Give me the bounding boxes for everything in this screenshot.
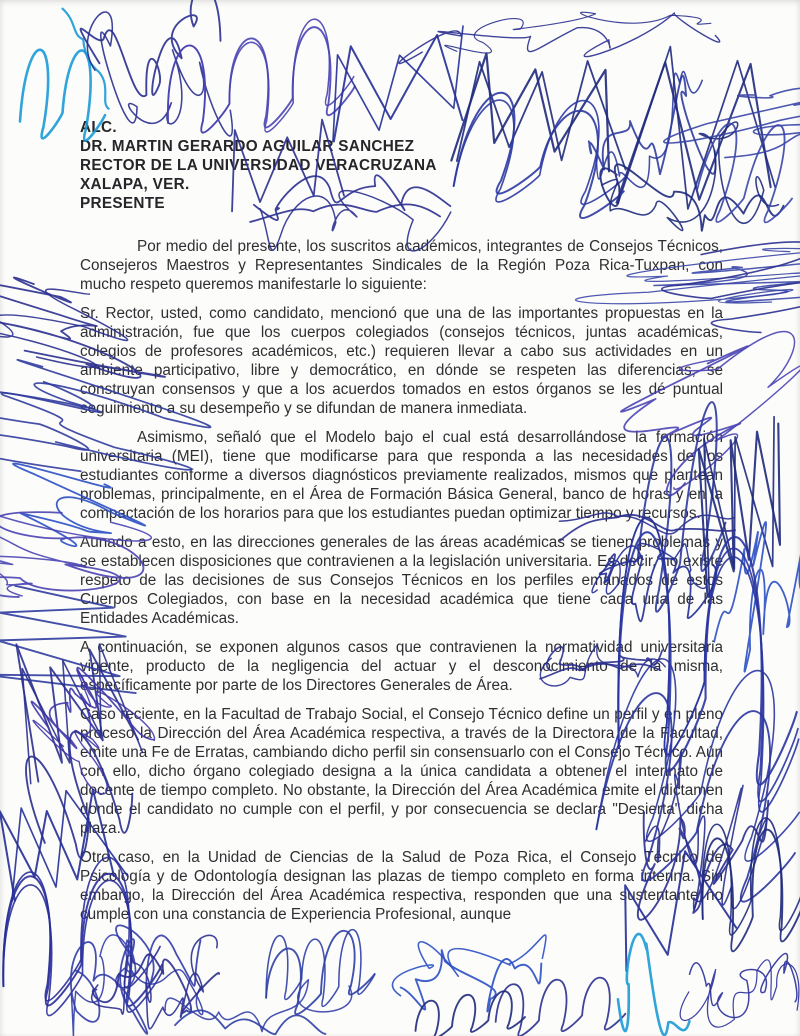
letter-paragraph: A continuación, se exponen algunos casos que contravienen la normatividad universitaria vigente, producto de la negligencia del actuar y el desconocimiento de la misma, específicamente por parte de los Directores Generales de Área. [80, 639, 723, 694]
signature-stroke [175, 1006, 326, 1036]
signature [175, 1006, 326, 1036]
letterhead-presente: PRESENTE [80, 195, 165, 212]
letter-paragraph: Sr. Rector, usted, como candidato, mencionó que una de las importantes propuestas en la administración, fue que los cuerpos colegiados (consejos técnicos, juntas académicas, colegios de profesores académicos, etc.) requieren llevar a cabo sus actividades en un ambiente participativo, libre y democrático, en dónde se respeten las diferencias, se construyan consensos y que a los acuerdos tomados en estos órganos se les dé puntual seguimiento a su desempeño y se difundan de manera inmediata. [80, 305, 723, 417]
signature-stroke [397, 10, 720, 70]
letterhead [80, 118, 723, 213]
signature-stroke [77, 0, 228, 104]
signature-stroke [262, 928, 377, 1010]
signature-stroke [57, 921, 207, 1036]
signature [396, 3, 720, 70]
letterhead-recipient-title: RECTOR DE LA UNIVERSIDAD VERACRUZANA [80, 157, 437, 174]
letter-body [80, 237, 723, 924]
signature [679, 946, 800, 1032]
signature [494, 976, 627, 1036]
letter-paragraph: Asimismo, señaló que el Modelo bajo el cual está desarrollándose la formación universitaria (MEI), tiene que modificarse para que responda a las necesidades de los estudiantes conforme a diversos diagnósticos previamente realizados, mismos que plantean problemas, principalmente, en el Área de Formación Básica General, banco de horas y en la compactación de los horarios para que los estudiantes puedan optimizar tiempo y recursos. [80, 429, 723, 522]
letterhead-recipient-city: XALAPA, VER. [80, 176, 190, 193]
signature-stroke [87, 935, 224, 1034]
signature-stroke [56, 7, 117, 109]
signature-stroke [443, 3, 712, 56]
signature [388, 929, 553, 1021]
signature [262, 928, 377, 1016]
signature-stroke [679, 954, 800, 1033]
signature-stroke [90, 948, 222, 1020]
letter-paragraph: Aunado a esto, en las direcciones generales de las áreas académicas se tienen problemas y se establecen disposiciones que contravienen a la legislación universitaria. Es decir, no existe respeto de las decisiones de sus Consejos Técnicos en los perfiles emanados de estos Cuerpos Colegiados, con base en la necesidad académica que tiene cada una de las Entidades Académicas. [80, 534, 723, 627]
letterhead-recipient-name: DR. MARTIN GERARDO AGUILAR SANCHEZ [80, 138, 415, 155]
signature-stroke [414, 990, 526, 1036]
signature-stroke [262, 929, 377, 1016]
signature-stroke [687, 947, 800, 1022]
letter-paragraph: Caso reciente, en la Facultad de Trabajo Social, el Consejo Técnico define un perfil y en pleno proceso la Dirección del Área Académica respectiva, a través de la Directora de la Facultad, emite una Fe de Erratas, cambiando dicho perfil sin consensuarlo con el Consejo Técnico. Aún con ello, dicho órgano colegiado designa a la única candidata a obtener el interinato de docente de tiempo completo. No obstante, la Dirección del Área Académica emite el dictamen donde el candidato no cumple con el perfil, y por consecuencia se declara "Desierta" dicha plaza. [80, 706, 723, 837]
signature-stroke [388, 929, 550, 997]
signature [56, 7, 117, 109]
letterhead-salutation: ALC. [80, 119, 117, 136]
letter-paragraph: Otro caso, en la Unidad de Ciencias de la Salud de Poza Rica, el Consejo Técnico de Psicología y de Odontología designan las plazas de tiempo completo en forma interina. Sin embargo, la Dirección del Área Académica respectiva, responden que una sustentante no cumple con una constancia de Experiencia Profesional, aunque [80, 849, 723, 923]
signature-stroke [164, 977, 353, 1036]
signature [87, 935, 224, 1034]
signature [164, 977, 353, 1036]
letter-text-block [80, 118, 723, 934]
signature [613, 931, 690, 1036]
signature-stroke [397, 940, 545, 1020]
signature [414, 990, 526, 1036]
letter-paragraph: Por medio del presente, los suscritos académicos, integrantes de Consejos Técnicos, Consejeros Maestros y Representantes Sindicales de la Región Poza Rica-Tuxpan, con mucho respeto queremos manifestarle lo siguiente: [80, 238, 723, 293]
signature-stroke [613, 931, 690, 1036]
signature-stroke [494, 976, 627, 1036]
